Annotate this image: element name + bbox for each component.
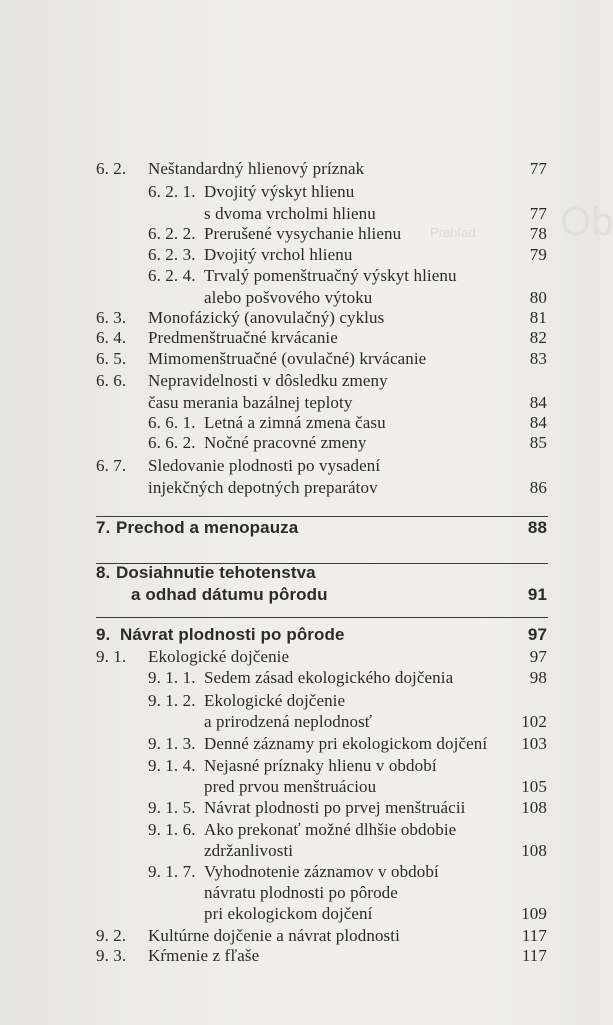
toc-entry-title: návratu plodnosti po pôrode	[204, 883, 398, 902]
toc-entry-line	[0, 819, 600, 841]
toc-entry-line	[0, 203, 600, 225]
toc-entry-line	[0, 755, 600, 777]
toc-page-number: 85	[529, 433, 547, 452]
toc-entry-title: Predmenštruačné krvácanie	[148, 328, 338, 347]
toc-entry-line	[0, 882, 600, 904]
toc-entry-title: pred prvou menštruáciou	[204, 777, 377, 796]
toc-entry-title: času merania bazálnej teploty	[148, 393, 353, 412]
toc-page-number: 81	[529, 308, 547, 327]
toc-entry-title: a odhad dátumu pôrodu	[131, 585, 328, 604]
toc-entry-title: Nepravidelnosti v dôsledku zmeny	[148, 371, 388, 390]
toc-page-number: 117	[521, 926, 547, 945]
toc-page-number: 84	[529, 393, 547, 412]
toc-entry-line	[0, 327, 600, 349]
toc-entry-line	[0, 432, 600, 454]
toc-page-number: 109	[521, 904, 547, 923]
toc-page-number: 97	[529, 647, 547, 666]
toc-entry-number: 9. 1.	[96, 647, 127, 666]
toc-entry-title: injekčných depotných preparátov	[148, 478, 378, 497]
toc-page-number: 91	[527, 585, 547, 604]
toc-entry-number: 6. 3.	[96, 308, 127, 327]
toc-entry-line	[0, 348, 600, 370]
chapter-divider	[96, 617, 548, 618]
toc-entry-number: 6. 6.	[96, 371, 127, 390]
toc-entry-line	[0, 797, 600, 819]
toc-entry-line	[0, 370, 600, 392]
toc-page-number: 105	[521, 777, 547, 796]
toc-entry-title: Letná a zimná zmena času	[204, 413, 386, 432]
toc-entry-number: 9. 1. 1.	[148, 668, 196, 687]
toc-entry-line	[0, 158, 600, 180]
toc-page-number: 98	[529, 668, 547, 687]
toc-entry-title: Dvojitý vrchol hlienu	[204, 245, 353, 264]
toc-entry-title: pri ekologickom dojčení	[204, 904, 373, 923]
toc-entry-line	[0, 477, 600, 499]
toc-entry-title: Kultúrne dojčenie a návrat plodnosti	[148, 926, 400, 945]
toc-entry-line	[0, 861, 600, 883]
toc-chapter-line	[0, 584, 600, 606]
toc-entry-number: 6. 2. 2.	[148, 224, 196, 243]
toc-entry-line	[0, 925, 600, 947]
toc-entry-line	[0, 840, 600, 862]
toc-entry-title: Prechod a menopauza	[116, 518, 299, 537]
toc-entry-number: 6. 2. 4.	[148, 266, 196, 285]
toc-page-number: 108	[521, 841, 547, 860]
toc-entry-line	[0, 392, 600, 414]
toc-entry-number: 8.	[96, 563, 111, 582]
toc-entry-title: Denné záznamy pri ekologickom dojčení	[204, 734, 488, 753]
toc-page-number: 80	[529, 288, 547, 307]
toc-entry-line	[0, 667, 600, 689]
toc-entry-line	[0, 711, 600, 733]
toc-entry-title: Kŕmenie z fľaše	[148, 946, 260, 965]
toc-entry-line	[0, 776, 600, 798]
toc-entry-line	[0, 412, 600, 434]
toc-chapter-line	[0, 517, 600, 539]
toc-entry-number: 6. 2. 3.	[148, 245, 196, 264]
toc-page-number: 102	[521, 712, 547, 731]
toc-entry-title: Dvojitý výskyt hlienu	[204, 182, 355, 201]
toc-entry-number: 9. 1. 5.	[148, 798, 196, 817]
toc-entry-number: 9. 1. 4.	[148, 756, 196, 775]
toc-entry-number: 9.	[96, 625, 111, 644]
toc-page-number: 79	[529, 245, 547, 264]
toc-entry-title: Ekologické dojčenie	[204, 691, 346, 710]
toc-entry-line	[0, 455, 600, 477]
toc-page-number: 88	[527, 518, 547, 537]
toc-entry-title: Vyhodnotenie záznamov v období	[204, 862, 439, 881]
toc-entry-title: Ako prekonať možné dlhšie obdobie	[204, 820, 457, 839]
toc-page-number: 78	[529, 224, 547, 243]
toc-entry-title: Ekologické dojčenie	[148, 647, 290, 666]
toc-entry-number: 6. 5.	[96, 349, 127, 368]
toc-entry-line	[0, 223, 600, 245]
toc-entry-title: Monofázický (anovulačný) cyklus	[148, 308, 385, 327]
toc-entry-title: Prerušené vysychanie hlienu	[204, 224, 402, 243]
toc-entry-title: s dvoma vrcholmi hlienu	[204, 204, 376, 223]
toc-entry-line	[0, 265, 600, 287]
toc-entry-line	[0, 903, 600, 925]
toc-entry-line	[0, 690, 600, 712]
toc-entry-title: Sledovanie plodnosti po vysadení	[148, 456, 381, 475]
toc-entry-line	[0, 181, 600, 203]
toc-entry-number: 7.	[96, 518, 111, 537]
toc-page-number: 84	[529, 413, 547, 432]
toc-entry-number: 9. 1. 6.	[148, 820, 196, 839]
toc-page-number: 97	[527, 625, 547, 644]
toc-entry-number: 9. 2.	[96, 926, 127, 945]
toc-entry-number: 6. 6. 2.	[148, 433, 196, 452]
toc-entry-title: Trvalý pomenštruačný výskyt hlienu	[204, 266, 457, 285]
toc-entry-title: a prirodzená neplodnosť	[204, 712, 373, 731]
toc-page-number: 108	[521, 798, 547, 817]
toc-entry-title: Návrat plodnosti po pôrode	[120, 625, 345, 644]
toc-page-number: 77	[529, 204, 547, 223]
toc-entry-line	[0, 287, 600, 309]
toc-entry-title: Mimomenštruačné (ovulačné) krvácanie	[148, 349, 427, 368]
toc-entry-title: Sedem zásad ekologického dojčenia	[204, 668, 454, 687]
bleed-through-text: Prehľad	[430, 225, 476, 240]
toc-entry-line	[0, 733, 600, 755]
toc-entry-line	[0, 307, 600, 329]
toc-entry-title: zdržanlivosti	[204, 841, 294, 860]
toc-chapter-line	[0, 562, 600, 584]
toc-page-number: 77	[529, 159, 547, 178]
toc-entry-number: 6. 2.	[96, 159, 127, 178]
toc-page-number: 83	[529, 349, 547, 368]
toc-entry-title: Neštandardný hlienový príznak	[148, 159, 365, 178]
toc-entry-number: 9. 1. 2.	[148, 691, 196, 710]
bleed-through-text: Ob	[560, 200, 613, 244]
toc-page-number: 117	[521, 946, 547, 965]
toc-entry-title: Nočné pracovné zmeny	[204, 433, 367, 452]
toc-chapter-line	[0, 624, 600, 646]
toc-page-number: 82	[529, 328, 547, 347]
toc-entry-title: Dosiahnutie tehotenstva	[116, 563, 316, 582]
toc-entry-title: Návrat plodnosti po prvej menštruácii	[204, 798, 466, 817]
toc-entry-number: 9. 1. 3.	[148, 734, 196, 753]
toc-entry-number: 9. 1. 7.	[148, 862, 196, 881]
toc-entry-number: 6. 7.	[96, 456, 127, 475]
toc-entry-number: 6. 2. 1.	[148, 182, 196, 201]
toc-entry-number: 6. 4.	[96, 328, 127, 347]
toc-entry-number: 6. 6. 1.	[148, 413, 196, 432]
toc-page-number: 86	[529, 478, 547, 497]
toc-entry-line	[0, 244, 600, 266]
toc-entry-title: alebo pošvového výtoku	[204, 288, 373, 307]
toc-entry-line	[0, 945, 600, 967]
toc-page-number: 103	[521, 734, 547, 753]
toc-entry-line	[0, 646, 600, 668]
toc-entry-title: Nejasné príznaky hlienu v období	[204, 756, 437, 775]
toc-entry-number: 9. 3.	[96, 946, 127, 965]
